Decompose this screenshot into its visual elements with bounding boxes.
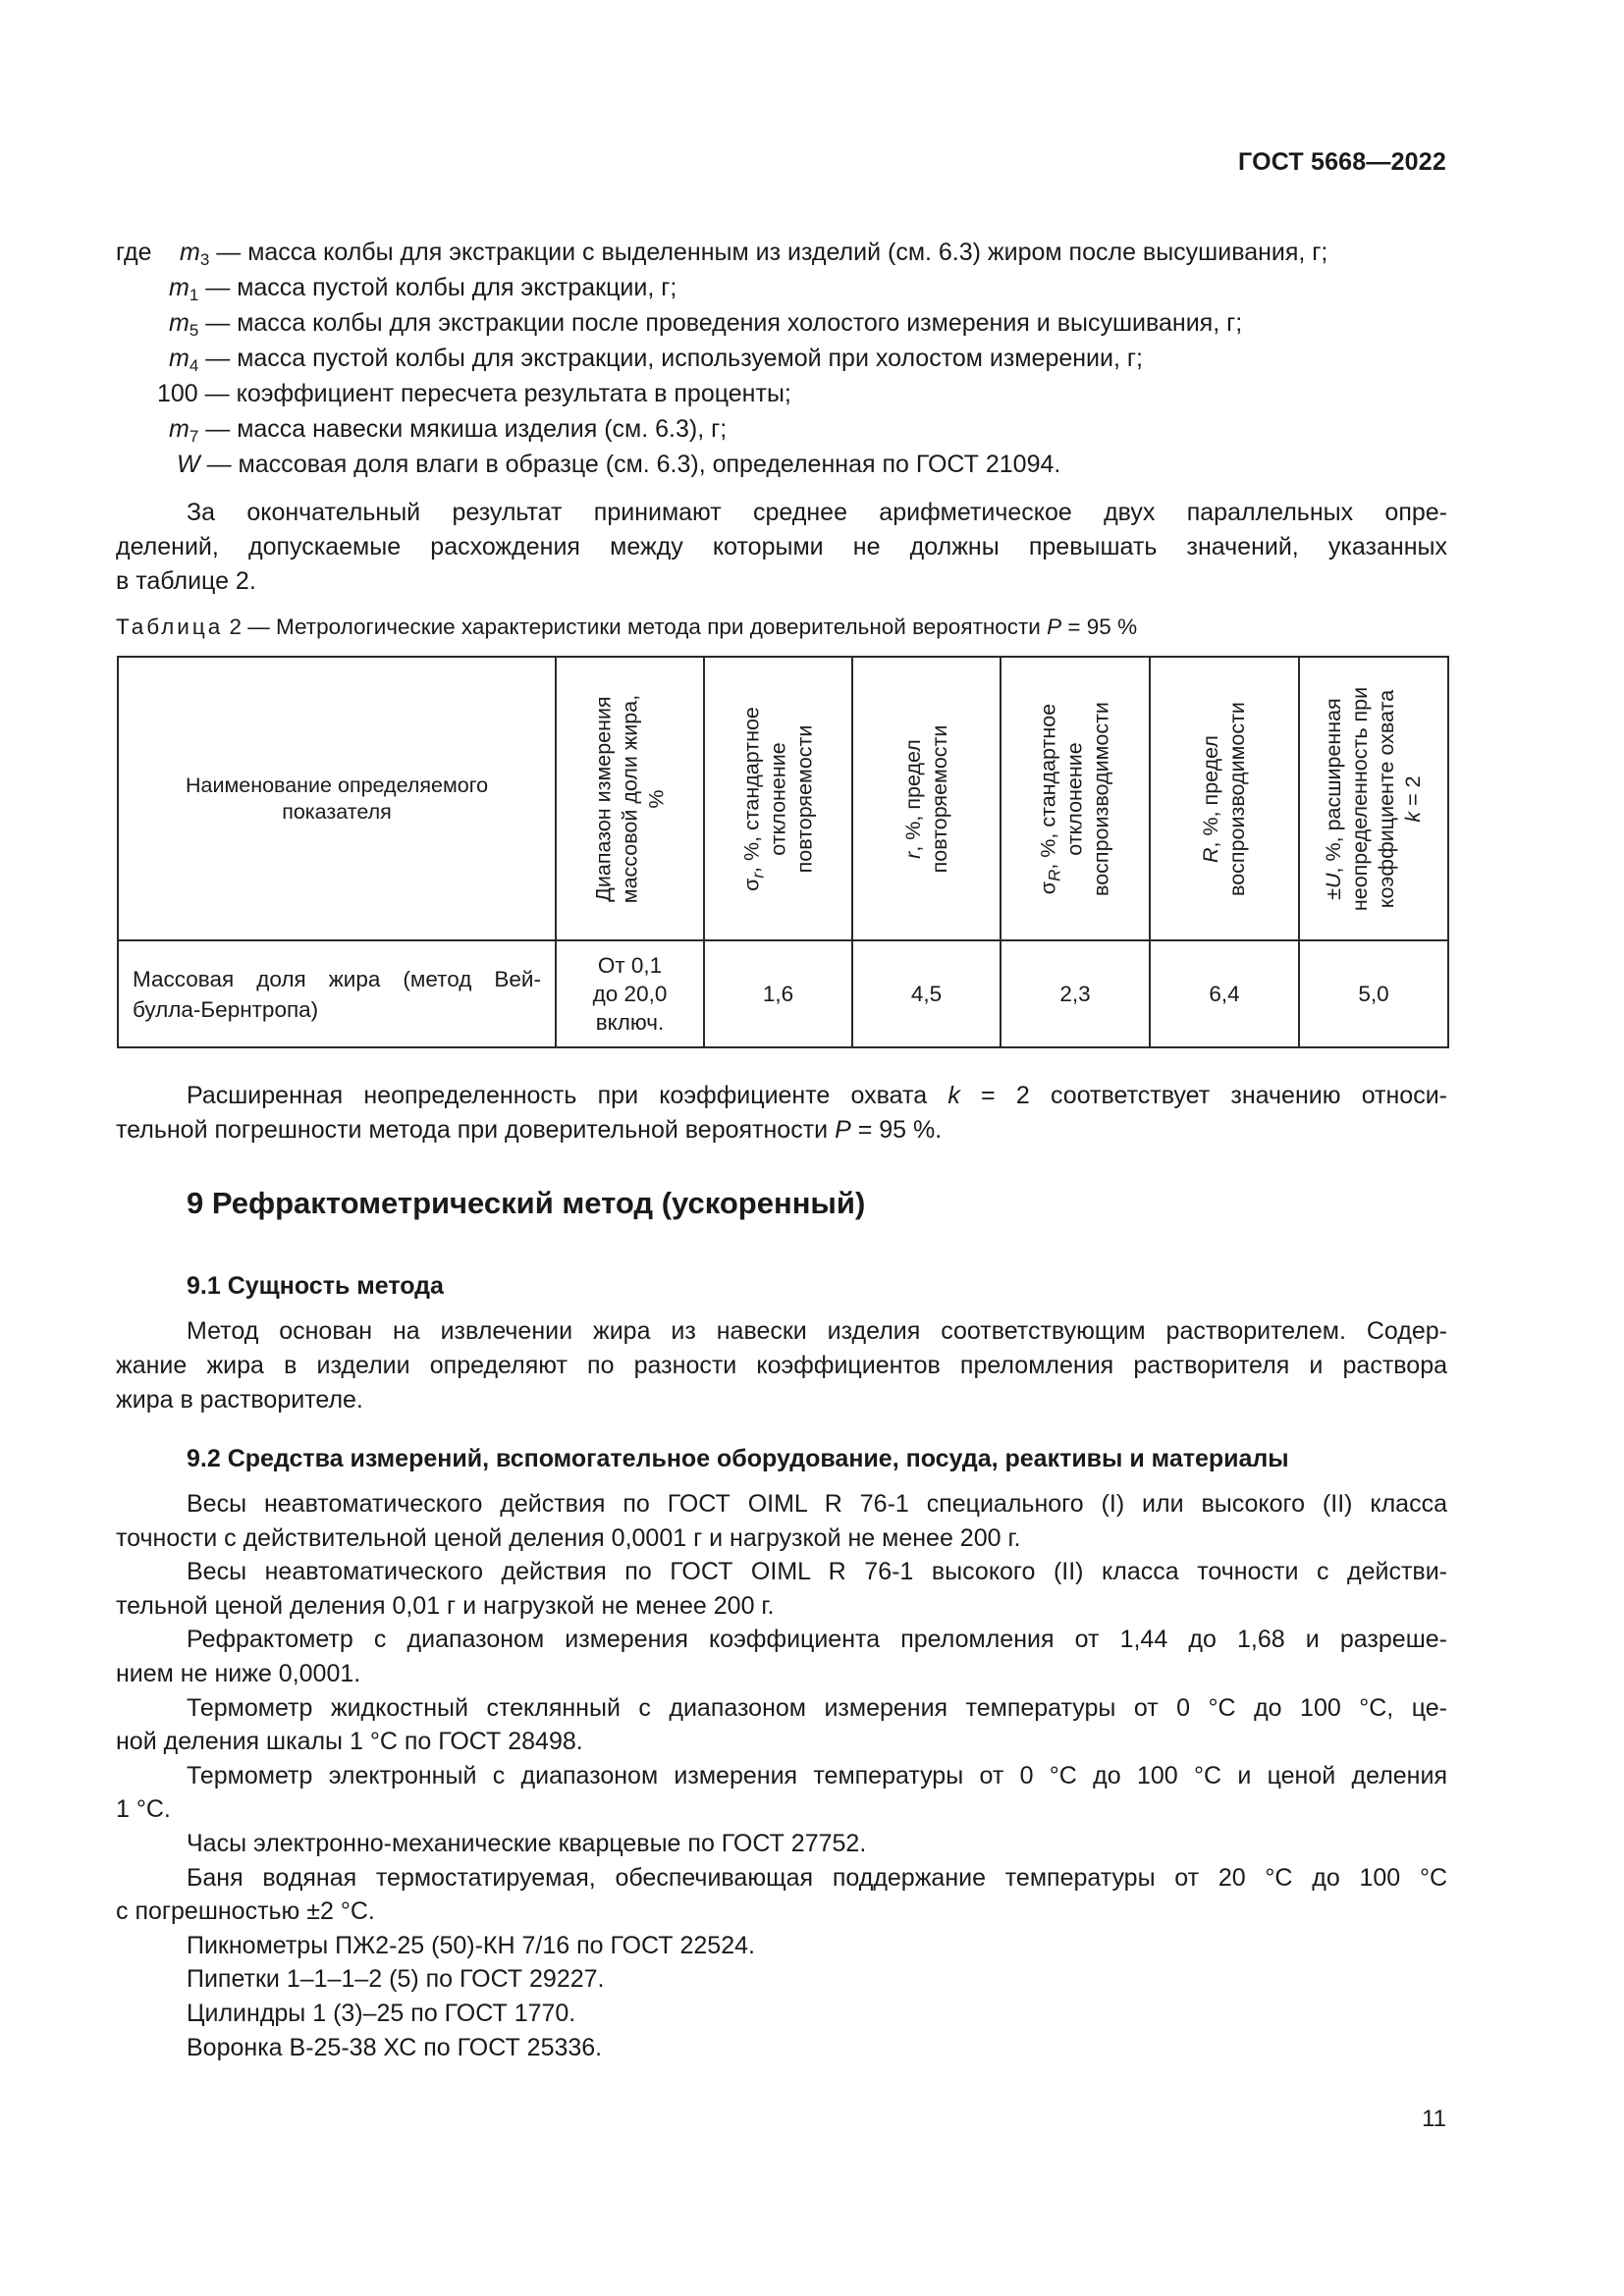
header-U: ±U, %, расширенная неопределенность при коэффициенте охвата k = 2 — [1299, 657, 1448, 940]
subsection-title-9-1: 9.1 Сущность метода — [187, 1272, 444, 1300]
subsection-title-9-2: 9.2 Средства измерений, вспомогательное оборудование, посуда, реактивы и материалы — [187, 1445, 1289, 1472]
metrology-table — [117, 656, 1449, 1048]
equipment-list: Весы неавтоматического действия по ГОСТ OIML R 76-1 специального (I) или высокого (II) класса точности с действительной ценой деления 0,0001 г и нагрузкой не менее 200 г. Весы неавтоматического действия по ГОСТ OIML R 76-1 высокого (II) класса точности с действи- тельной ценой деления 0,01 г и нагрузкой не менее 200 г. Рефрактометр с диапазоном измерения коэффициента преломления от 1,44 до 1,68 и разреше- нием не ниже 0,0001. Термометр жидкостный стеклянный с диапазоном измерения температуры от 0 °С до 100 °С, це- ной деления шкалы 1 °С по ГОСТ 28498. Термометр электронный с диапазоном измерения температуры от 0 °С до 100 °С и ценой деления 1 °С. Часы электронно-механические кварцевые по ГОСТ 27752. Баня водяная термостатируемая, обеспечивающая поддержание температуры от 20 °С до 100 °С с погрешностью ±2 °С. Пикнометры ПЖ2-25 (50)-КН 7/16 по ГОСТ 22524. Пипетки 1–1–1–2 (5) по ГОСТ 29227. Цилиндры 1 (3)–25 по ГОСТ 1770. Воронка В-25-38 ХС по ГОСТ 25336. — [116, 1487, 1447, 2064]
list-item: Весы неавтоматического действия по ГОСТ OIML R 76-1 специального (I) или высокого (II) класса — [187, 1490, 1447, 1518]
list-item: Воронка В-25-38 ХС по ГОСТ 25336. — [187, 2033, 603, 2061]
list-item: Пипетки 1–1–1–2 (5) по ГОСТ 29227. — [187, 1965, 605, 1994]
header-sigma-R: $\sigma_R$, %, стандартное отклонение воспроизводимости — [1001, 657, 1150, 940]
list-item: Термометр электронный с диапазоном измерения температуры от 0 °С до 100 °С и ценой деления — [187, 1761, 1447, 1789]
legend-item: $m_5$ — масса колбы для экстракции после проведения холостого измерения и высушивания, г; — [169, 309, 1243, 340]
legend-intro: где — [116, 239, 152, 266]
list-item: Цилиндры 1 (3)–25 по ГОСТ 1770. — [187, 1999, 576, 2027]
list-item: Весы неавтоматического действия по ГОСТ OIML R 76-1 высокого (II) класса точности с действи- — [187, 1558, 1447, 1586]
list-item: Рефрактометр с диапазоном измерения коэффициента преломления от 1,44 до 1,68 и разреше- — [187, 1626, 1447, 1654]
uncertainty-note: Расширенная неопределенность при коэффициенте охвата k = 2 соответствует значению относи- тельной погрешности метода при доверительной вероятности P = 95 %. — [116, 1082, 1447, 1144]
list-item: Баня водяная термостатируемая, обеспечивающая поддержание температуры от 20 °С до 100 °С — [187, 1863, 1447, 1892]
cell-r: 4,5 — [852, 940, 1001, 1047]
cell-R: 6,4 — [1150, 940, 1299, 1047]
list-item: Термометр жидкостный стеклянный с диапазоном измерения температуры от 0 °С до 100 °С, це- — [187, 1693, 1447, 1722]
list-item: Пикнометры ПЖ2-25 (50)-КН 7/16 по ГОСТ 22524. — [187, 1931, 755, 1959]
table-caption: Таблица 2 — Метрологические характеристики метода при доверительной вероятности P = 95 % — [116, 614, 1138, 639]
section-title: 9 Рефрактометрический метод (ускоренный) — [187, 1186, 866, 1220]
table-header-row — [118, 657, 1448, 940]
legend-item: $m_1$ — масса пустой колбы для экстракции, г; — [169, 274, 677, 304]
header-range: Диапазон измерения массовой доли жира, % — [556, 657, 704, 940]
cell-U: 5,0 — [1299, 940, 1448, 1047]
legend-item: W — массовая доля влаги в образце (см. 6.3), определенная по ГОСТ 21094. — [177, 451, 1061, 478]
legend-item: $m_4$ — масса пустой колбы для экстракции, используемой при холостом измерении, г; — [169, 345, 1143, 375]
legend-item: 100 — коэффициент пересчета результата в проценты; — [157, 380, 791, 407]
legend-item: $m_3$ — масса колбы для экстракции с выделенным из изделий (см. 6.3) жиром после высушивания, г; — [180, 239, 1328, 269]
header-indicator-name: Наименование определяемого показателя — [118, 657, 556, 940]
cell-indicator-name: Массовая доля жира (метод Вей- булла-Бернтропа) — [118, 940, 556, 1047]
list-item: Часы электронно-механические кварцевые по ГОСТ 27752. — [187, 1829, 867, 1857]
header-R: R, %, предел воспроизводимости — [1150, 657, 1299, 940]
final-result-paragraph: За окончательный результат принимают среднее арифметическое двух параллельных опре- делений, допускаемые расхождения между которыми не должны превышать значений, указанных в таблице 2. — [116, 499, 1447, 595]
cell-range: От 0,1 до 20,0 включ. — [556, 940, 704, 1047]
table-row — [118, 940, 1448, 1047]
cell-sigma-r: 1,6 — [704, 940, 852, 1047]
method-essence-paragraph: Метод основан на извлечении жира из навески изделия соответствующим растворителем. Содер- жание жира в изделии определяют по разности коэффициентов преломления растворителя и раствора жира в растворителе. — [116, 1317, 1447, 1414]
cell-sigma-R: 2,3 — [1001, 940, 1150, 1047]
header-r: r, %, предел повторяемости — [852, 657, 1001, 940]
legend-item: $m_7$ — масса навески мякиша изделия (см. 6.3), г; — [169, 415, 728, 446]
document-id: ГОСТ 5668—2022 — [1238, 148, 1446, 176]
page-number: 11 — [1422, 2106, 1446, 2132]
header-sigma-r: $\sigma_r$, %, стандартное отклонение повторяемости — [704, 657, 852, 940]
